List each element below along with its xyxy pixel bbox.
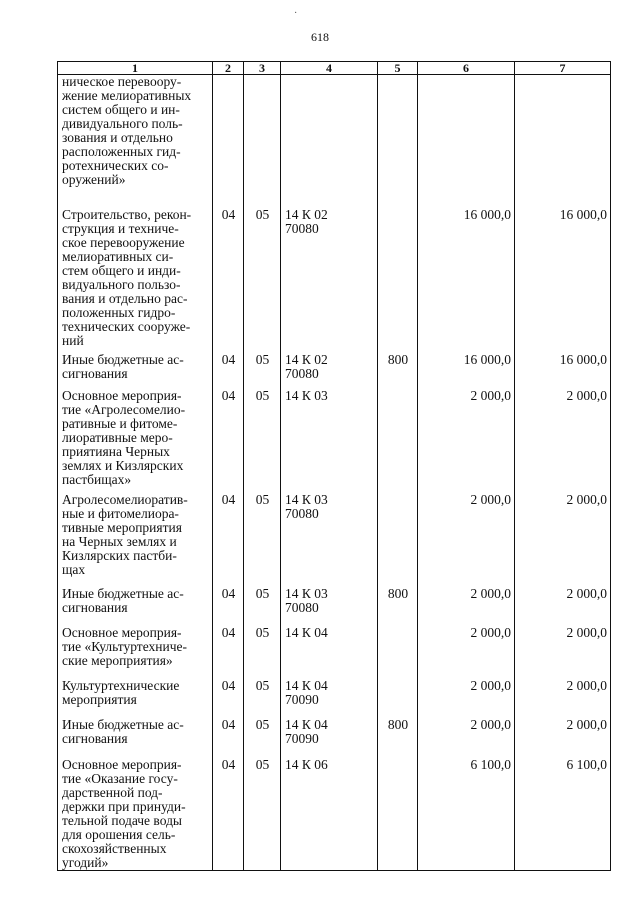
- row-name: Агролесомелиоратив- ные и фитомелиора- тивные мероприятия на Черных землях и Кизлярских пастби- щах: [58, 493, 213, 587]
- row-sum-2: 16 000,0: [515, 353, 611, 389]
- row-rz: 04: [213, 389, 244, 493]
- row-sum-2: 16 000,0: [515, 208, 611, 353]
- row-sum-2: 2 000,0: [515, 389, 611, 493]
- row-sum-1: 2 000,0: [418, 626, 515, 679]
- table-row: [58, 208, 611, 353]
- budget-table: [57, 61, 611, 871]
- row-name: ническое перевоору- жение мелиоративных систем общего и ин- дивидуального поль- зования и отдельно расположенных гид- ротехнических со- оружений»: [58, 75, 213, 208]
- header-col-4: 4: [281, 62, 378, 75]
- row-pr: [244, 75, 281, 208]
- row-pr: 05: [244, 626, 281, 679]
- header-col-2: 2: [213, 62, 244, 75]
- row-sum-1: 2 000,0: [418, 679, 515, 718]
- row-csr: 14 К 06: [281, 758, 378, 871]
- row-name: Культуртехнические мероприятия: [58, 679, 213, 718]
- page-number: 618: [311, 30, 329, 44]
- row-sum-2: 2 000,0: [515, 587, 611, 626]
- header-col-7: 7: [515, 62, 611, 75]
- row-csr: 14 К 03 70080: [281, 493, 378, 587]
- table-row: [58, 75, 611, 208]
- row-rz: 04: [213, 353, 244, 389]
- row-sum-2: 2 000,0: [515, 626, 611, 679]
- row-csr: 14 К 04: [281, 626, 378, 679]
- row-sum-1: 2 000,0: [418, 493, 515, 587]
- header-col-5: 5: [378, 62, 418, 75]
- row-vr: [378, 626, 418, 679]
- row-sum-2: 6 100,0: [515, 758, 611, 871]
- table-row: [58, 758, 611, 871]
- row-csr: [281, 75, 378, 208]
- row-rz: 04: [213, 626, 244, 679]
- row-sum-1: 2 000,0: [418, 718, 515, 758]
- table-row: [58, 493, 611, 587]
- row-sum-1: 16 000,0: [418, 353, 515, 389]
- row-rz: [213, 75, 244, 208]
- row-vr: [378, 679, 418, 718]
- table-row: [58, 389, 611, 493]
- row-rz: 04: [213, 679, 244, 718]
- row-vr: [378, 208, 418, 353]
- row-vr: [378, 389, 418, 493]
- row-pr: 05: [244, 389, 281, 493]
- row-vr: 800: [378, 718, 418, 758]
- row-sum-1: 2 000,0: [418, 587, 515, 626]
- header-col-1: 1: [58, 62, 213, 75]
- row-rz: 04: [213, 587, 244, 626]
- row-name: Иные бюджетные ас- сигнования: [58, 587, 213, 626]
- row-name: Иные бюджетные ас- сигнования: [58, 353, 213, 389]
- row-vr: [378, 758, 418, 871]
- row-csr: 14 К 04 70090: [281, 679, 378, 718]
- row-csr: 14 К 04 70090: [281, 718, 378, 758]
- row-sum-1: 6 100,0: [418, 758, 515, 871]
- row-name: Основное мероприя- тие «Агролесомелио- ративные и фитоме- лиоративные меро- приятияна Черных землях и Кизлярских пастбищах»: [58, 389, 213, 493]
- row-vr: 800: [378, 353, 418, 389]
- row-name: Основное мероприя- тие «Оказание госу- дарственной под- держки при принуди- тельной подаче воды для орошения сель- скохозяйственных угодий»: [58, 758, 213, 871]
- row-pr: 05: [244, 758, 281, 871]
- header-row: [58, 62, 611, 75]
- table-row: [58, 353, 611, 389]
- row-vr: [378, 75, 418, 208]
- row-csr: 14 К 02 70080: [281, 353, 378, 389]
- table-row: [58, 587, 611, 626]
- row-pr: 05: [244, 208, 281, 353]
- row-rz: 04: [213, 758, 244, 871]
- row-rz: 04: [213, 718, 244, 758]
- table-row: [58, 679, 611, 718]
- table-row: [58, 718, 611, 758]
- row-pr: 05: [244, 493, 281, 587]
- row-name: Строительство, рекон- струкция и техниче- ское перевооружение мелиоративных си- стем общего и инди- видуального пользо- вания и отдельно рас- положенных гидро- технических сооруже- ний: [58, 208, 213, 353]
- header-col-3: 3: [244, 62, 281, 75]
- row-sum-2: 2 000,0: [515, 718, 611, 758]
- header-col-6: 6: [418, 62, 515, 75]
- row-rz: 04: [213, 493, 244, 587]
- row-sum-2: 2 000,0: [515, 679, 611, 718]
- row-csr: 14 К 03: [281, 389, 378, 493]
- row-pr: 05: [244, 587, 281, 626]
- row-sum-2: 2 000,0: [515, 493, 611, 587]
- row-pr: 05: [244, 718, 281, 758]
- table-row: [58, 626, 611, 679]
- row-sum-1: 16 000,0: [418, 208, 515, 353]
- row-csr: 14 К 02 70080: [281, 208, 378, 353]
- row-pr: 05: [244, 679, 281, 718]
- row-vr: 800: [378, 587, 418, 626]
- row-rz: 04: [213, 208, 244, 353]
- row-sum-1: 2 000,0: [418, 389, 515, 493]
- row-sum-2: [515, 75, 611, 208]
- row-name: Основное мероприя- тие «Культуртехниче- ские мероприятия»: [58, 626, 213, 679]
- row-sum-1: [418, 75, 515, 208]
- row-vr: [378, 493, 418, 587]
- page-dot: ·: [294, 8, 298, 19]
- row-pr: 05: [244, 353, 281, 389]
- row-csr: 14 К 03 70080: [281, 587, 378, 626]
- row-name: Иные бюджетные ас- сигнования: [58, 718, 213, 758]
